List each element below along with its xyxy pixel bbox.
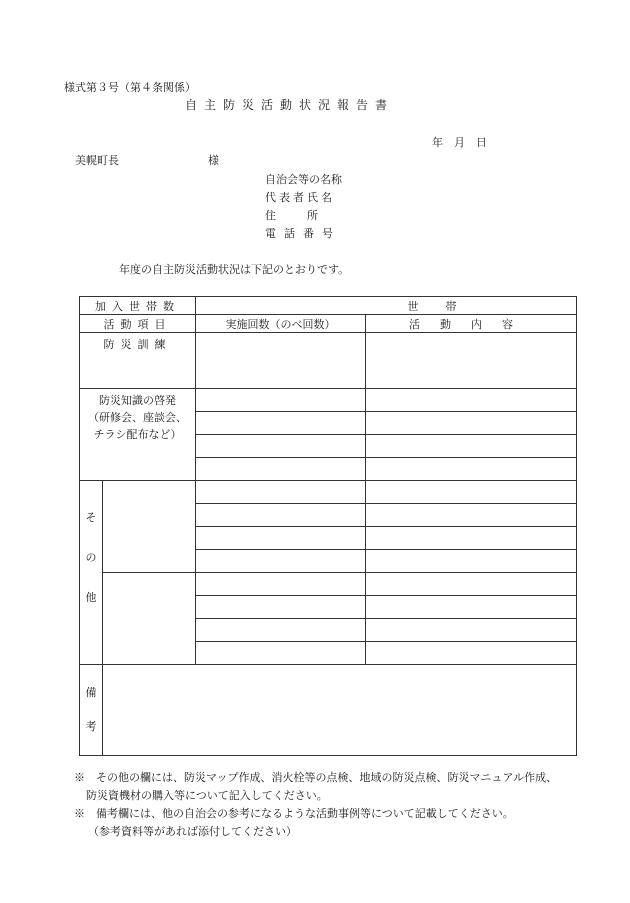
- remarks-cell[interactable]: [103, 665, 577, 756]
- org-name-label[interactable]: 自治会等の名称: [265, 173, 342, 186]
- note-2-line-2: （参考資料等があれば添付してください）: [88, 825, 297, 838]
- other-count-cell[interactable]: [196, 481, 366, 504]
- awareness-count-cell[interactable]: [196, 389, 366, 412]
- awareness-content-cell[interactable]: [366, 389, 577, 412]
- row-label-other: そ の 他: [80, 481, 103, 665]
- other-item-name-cell[interactable]: [103, 481, 196, 573]
- reporter-block: [265, 173, 349, 245]
- note-1-line-1: ※ その他の欄には、防災マップ作成、消火栓等の点検、地域の防災点検、防災マニュアル作成、: [74, 771, 558, 784]
- column-header-item: 活動項目: [80, 315, 196, 333]
- honorific: 様: [208, 154, 219, 167]
- other-content-cell[interactable]: [366, 504, 577, 527]
- other-content-cell[interactable]: [366, 550, 577, 573]
- other-item-name-cell[interactable]: [103, 573, 196, 665]
- awareness-content-cell[interactable]: [366, 458, 577, 481]
- other-count-cell[interactable]: [196, 642, 366, 665]
- row-label-drill: 防災訓練: [80, 333, 196, 389]
- awareness-content-cell[interactable]: [366, 412, 577, 435]
- other-count-cell[interactable]: [196, 619, 366, 642]
- other-count-cell[interactable]: [196, 596, 366, 619]
- other-content-cell[interactable]: [366, 619, 577, 642]
- phone-label[interactable]: 電話番号: [265, 227, 341, 240]
- awareness-count-cell[interactable]: [196, 435, 366, 458]
- rep-name-label[interactable]: 代表者氏名: [265, 191, 335, 204]
- row-label-awareness: 防災知識の啓発 （研修会、座談会、 チラシ配布など）: [80, 389, 196, 481]
- awareness-content-cell[interactable]: [366, 435, 577, 458]
- awareness-count-cell[interactable]: [196, 412, 366, 435]
- date-field[interactable]: 年 月 日: [432, 136, 487, 149]
- awareness-count-cell[interactable]: [196, 458, 366, 481]
- address-label[interactable]: 住所: [265, 209, 349, 222]
- column-header-content: 活動内容: [366, 315, 577, 333]
- other-content-cell[interactable]: [366, 481, 577, 504]
- notes: [74, 769, 594, 841]
- document-title: 自主防災活動状況報告書: [185, 98, 395, 112]
- other-count-cell[interactable]: [196, 550, 366, 573]
- households-value[interactable]: 世 帯: [196, 297, 577, 315]
- other-content-cell[interactable]: [366, 596, 577, 619]
- column-header-count: 実施回数（のべ回数）: [196, 315, 366, 333]
- row-label-remarks: 備 考: [80, 665, 103, 756]
- other-count-cell[interactable]: [196, 504, 366, 527]
- drill-count-cell[interactable]: [196, 333, 366, 389]
- note-2-line-1: ※ 備考欄には、他の自治会の参考になるような活動事例等について記載してください。: [74, 807, 514, 820]
- note-1-line-2: 防災資機材の購入等について記入してください。: [86, 789, 328, 802]
- other-content-cell[interactable]: [366, 573, 577, 596]
- other-content-cell[interactable]: [366, 527, 577, 550]
- households-label: 加入世帯数: [80, 297, 196, 315]
- other-count-cell[interactable]: [196, 527, 366, 550]
- activity-table: [79, 296, 577, 756]
- drill-content-cell[interactable]: [366, 333, 577, 389]
- other-count-cell[interactable]: [196, 573, 366, 596]
- addressee: 美幌町長: [75, 154, 119, 167]
- intro-text: 年度の自主防災活動状況は下記のとおりです。: [119, 263, 350, 276]
- other-content-cell[interactable]: [366, 642, 577, 665]
- form-code: 様式第３号（第４条関係）: [64, 81, 196, 94]
